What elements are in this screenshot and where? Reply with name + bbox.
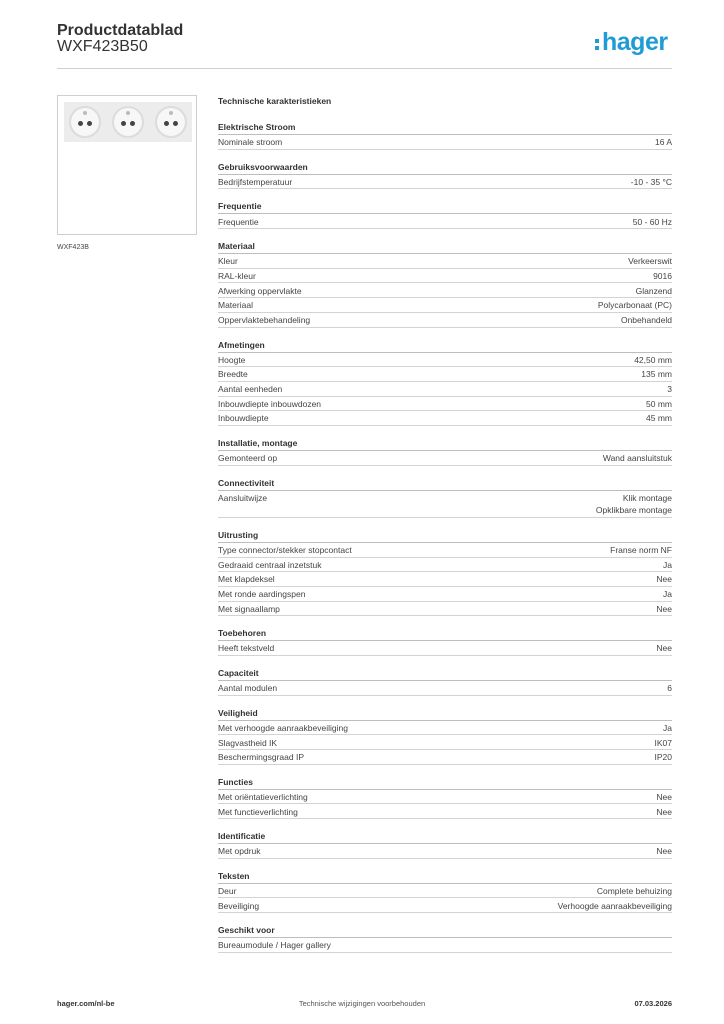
spec-value (656, 791, 672, 804)
spec-value-line: Ja (663, 589, 672, 600)
spec-section (218, 121, 672, 150)
spec-value (596, 492, 672, 517)
spec-row (218, 884, 672, 899)
spec-row (218, 283, 672, 298)
spec-label: Beschermingsgraad IP (218, 752, 304, 763)
spec-row (218, 641, 672, 656)
spec-value (655, 751, 673, 764)
spec-value (646, 412, 672, 425)
header-title: Productdatablad (57, 22, 184, 39)
section-title: Functies (218, 776, 672, 790)
spec-row (218, 298, 672, 313)
spec-row (218, 397, 672, 412)
spec-section (218, 776, 672, 819)
spec-label: Aantal eenheden (218, 384, 283, 395)
spec-value-line: 50 - 60 Hz (632, 216, 672, 227)
spec-value-line: Polycarbonaat (PC) (597, 300, 672, 311)
spec-value-line: Verkeerswit (628, 256, 672, 267)
section-title: Geschikt voor (218, 924, 672, 938)
spec-value (656, 642, 672, 655)
section-title: Toebehoren (218, 627, 672, 641)
spec-value-line: Nee (656, 643, 672, 654)
socket-icon (155, 106, 187, 138)
spec-section (218, 707, 672, 765)
spec-value (603, 452, 672, 465)
section-title: Uitrusting (218, 529, 672, 543)
spec-value-line: 3 (667, 384, 672, 395)
spec-section (218, 161, 672, 190)
spec-value (656, 845, 672, 858)
spec-label: Aantal modulen (218, 683, 278, 694)
spec-value-line: 135 mm (641, 369, 672, 380)
spec-value-line: Ja (663, 722, 672, 733)
spec-row (218, 558, 672, 573)
spec-value-line: 50 mm (646, 398, 672, 409)
spec-label: Met opdruk (218, 846, 261, 857)
spec-label: Met ronde aardingspen (218, 589, 306, 600)
spec-value-line: -10 - 35 °C (630, 176, 672, 187)
spec-value (667, 682, 672, 695)
spec-label: Materiaal (218, 300, 253, 311)
spec-value (636, 285, 672, 298)
spec-value (598, 299, 672, 312)
spec-section (218, 667, 672, 696)
spec-value-line: Opklikbare montage (595, 505, 672, 516)
spec-label: Met signaallamp (218, 603, 280, 614)
spec-label: Met functieverlichting (218, 806, 298, 817)
spec-label: Type connector/stekker stopcontact (218, 545, 352, 555)
spec-row (218, 602, 672, 617)
spec-value (641, 368, 672, 381)
spec-label: Oppervlaktebehandeling (218, 315, 311, 325)
spec-label: Aansluitwijze (218, 492, 268, 503)
spec-row (218, 721, 672, 736)
spec-value-line: 9016 (653, 270, 672, 281)
spec-section (218, 477, 672, 518)
spec-row (218, 572, 672, 587)
spec-value-line: IK07 (654, 737, 672, 748)
spec-label: Hoogte (218, 354, 246, 365)
spec-value (628, 255, 672, 268)
spec-row (218, 790, 672, 805)
socket-icon (112, 106, 144, 138)
spec-value-line: Complete behuizing (596, 885, 672, 896)
spec-value-line: Verhoogde aanraakbeveiliging (557, 900, 672, 911)
spec-value (610, 544, 672, 557)
spec-label: Bureaumodule / Hager gallery (218, 940, 331, 951)
spec-value-line: Wand aansluitstuk (602, 453, 672, 464)
spec-label: Nominale stroom (218, 137, 283, 148)
spec-row (218, 543, 672, 558)
spec-row (218, 269, 672, 284)
spec-section (218, 240, 672, 327)
spec-section (218, 529, 672, 616)
product-code: WXF423B50 (57, 38, 148, 55)
spec-label: Deur (218, 885, 237, 896)
section-title: Teksten (218, 870, 672, 884)
spec-row (218, 681, 672, 696)
spec-value (621, 314, 672, 327)
header-divider (57, 68, 672, 69)
spec-value (656, 806, 672, 819)
spec-value-line: Nee (656, 846, 672, 857)
spec-value (558, 900, 672, 913)
spec-value (656, 603, 672, 616)
spec-value (633, 216, 672, 229)
footer-notice: Technische wijzigingen voorbehouden (298, 999, 426, 1008)
specifications (218, 95, 672, 964)
logo-text: hager (602, 28, 668, 56)
section-title: Veiligheid (218, 707, 672, 721)
specs-title: Technische karakteristieken (218, 96, 332, 106)
spec-row (218, 214, 672, 229)
spec-label: Heeft tekstveld (218, 643, 275, 654)
product-image (64, 102, 192, 142)
spec-row (218, 451, 672, 466)
section-title: Gebruiksvoorwaarden (218, 161, 672, 175)
spec-value-line: Glanzend (635, 285, 672, 296)
spec-label: Beveiliging (218, 900, 260, 911)
spec-label: Bedrijfstemperatuur (218, 176, 293, 187)
section-title: Identificatie (218, 830, 672, 844)
logo-dots-icon (595, 39, 599, 50)
spec-section (218, 627, 672, 656)
spec-label: Gemonteerd op (218, 453, 278, 464)
spec-row (218, 735, 672, 750)
section-title: Elektrische Stroom (218, 121, 672, 135)
spec-value-line: Klik montage (622, 492, 672, 503)
section-title: Capaciteit (218, 667, 672, 681)
section-title: Materiaal (218, 240, 672, 254)
product-image-caption: WXF423B (57, 244, 89, 251)
spec-value-line: 16 A (654, 137, 672, 148)
spec-row (218, 175, 672, 190)
spec-value-line: Onbehandeld (620, 315, 672, 325)
spec-value-line: Nee (656, 791, 672, 802)
spec-row (218, 750, 672, 765)
product-image-frame (57, 95, 197, 235)
spec-row (218, 353, 672, 368)
spec-row (218, 313, 672, 328)
spec-label: Breedte (218, 369, 248, 380)
spec-label: Inbouwdiepte (218, 413, 269, 424)
spec-value (646, 398, 672, 411)
spec-value-line: 45 mm (646, 413, 672, 424)
spec-value (656, 573, 672, 586)
spec-value-line: Franse norm NF (610, 545, 672, 555)
spec-value (667, 383, 672, 396)
spec-section (218, 339, 672, 426)
section-title: Afmetingen (218, 339, 672, 353)
spec-value (655, 737, 673, 750)
spec-label: Afwerking oppervlakte (218, 285, 302, 296)
spec-value (634, 354, 672, 367)
hager-logo (595, 28, 668, 57)
spec-value (655, 136, 672, 149)
spec-value-line: 42,50 mm (634, 354, 672, 365)
spec-section (218, 830, 672, 859)
spec-section (218, 870, 672, 913)
spec-row (218, 938, 672, 953)
spec-row (218, 382, 672, 397)
footer-date: 07.03.2026 (634, 999, 672, 1008)
spec-label: Met oriëntatieverlichting (218, 791, 308, 802)
spec-row (218, 254, 672, 269)
section-title: Frequentie (218, 200, 672, 214)
section-title: Installatie, montage (218, 437, 672, 451)
spec-label: RAL-kleur (218, 270, 256, 281)
spec-label: Gedraaid centraal inzetstuk (218, 559, 322, 570)
spec-label: Met verhoogde aanraakbeveiliging (218, 722, 348, 733)
spec-value-line: Nee (656, 603, 672, 614)
spec-label: Kleur (218, 256, 238, 267)
spec-section (218, 437, 672, 466)
spec-row (218, 135, 672, 150)
spec-value-line: 6 (667, 683, 672, 694)
socket-icon (69, 106, 101, 138)
spec-label: Inbouwdiepte inbouwdozen (218, 398, 322, 409)
spec-label: Met klapdeksel (218, 574, 275, 585)
spec-section (218, 200, 672, 229)
section-title: Connectiviteit (218, 477, 672, 491)
footer-website: hager.com/nl-be (57, 999, 115, 1008)
spec-row (218, 898, 672, 913)
spec-label: Slagvastheid IK (218, 737, 278, 748)
spec-label: Frequentie (218, 216, 259, 227)
spec-row (218, 411, 672, 426)
spec-value-line: Nee (656, 806, 672, 817)
spec-row (218, 844, 672, 859)
spec-row (218, 491, 672, 518)
spec-value (597, 885, 672, 898)
spec-value-line: IP20 (654, 752, 672, 763)
spec-row (218, 804, 672, 819)
spec-value-line: Nee (656, 574, 672, 585)
spec-value (663, 722, 672, 735)
spec-row (218, 587, 672, 602)
spec-value (663, 588, 672, 601)
spec-value-line: Ja (663, 559, 672, 570)
spec-value (631, 176, 672, 189)
spec-value (663, 559, 672, 572)
spec-value (653, 270, 672, 283)
spec-row (218, 367, 672, 382)
spec-section (218, 924, 672, 953)
